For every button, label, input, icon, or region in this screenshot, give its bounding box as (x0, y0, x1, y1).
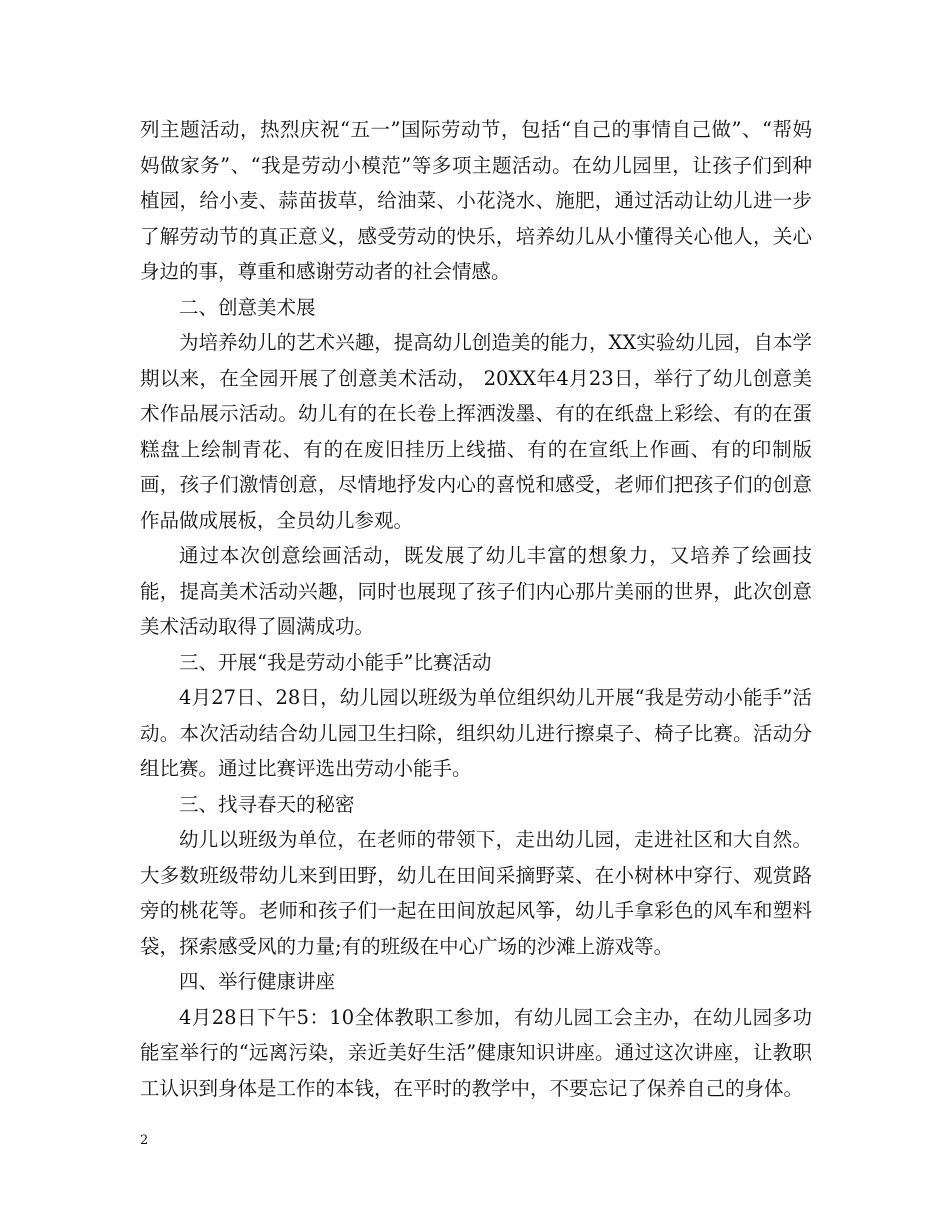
paragraph-art-exhibition: 为培养幼儿的艺术兴趣，提高幼儿创造美的能力，XX实验幼儿园，自本学期以来，在全园开展了创意美术活动， 20XX年4月23日，举行了幼儿创意美术作品展示活动。幼儿有的在长卷上挥洒泼墨、有的在纸盘上彩绘、有的在蛋糕盘上绘制青花、有的在废旧挂历上线描、有的在宣纸上作画、有的印制版画，孩子们激情创意，尽情地抒发内心的喜悦和感受，老师们把孩子们的创意作品做成展板，全员幼儿参观。 (140, 331, 812, 532)
paragraph-health-lecture: 4月28日下午5：10全体教职工参加，有幼儿园工会主办，在幼儿园多功能室举行的“远离污染，亲近美好生活”健康知识讲座。通过这次讲座，让教职工认识到身体是工作的本钱，在平时的教学中，不要忘记了保养自己的身体。 (140, 1005, 812, 1100)
heading-labor-competition: 三、开展“我是劳动小能手”比赛活动 (179, 650, 492, 674)
paragraph-intro-activities: 列主题活动，热烈庆祝“五一”国际劳动节，包括“自己的事情自己做”、“帮妈妈做家务”、“我是劳动小模范”等多项主题活动。在幼儿园里，让孩子们到种植园，给小麦、蒜苗拔草，给油菜、小花浇水、施肥，通过活动让幼儿进一步了解劳动节的真正意义，感受劳动的快乐，培养幼儿从小懂得关心他人，关心身边的事，尊重和感谢劳动者的社会情感。 (140, 118, 812, 283)
page-number: 2 (140, 1133, 149, 1148)
heading-health-lecture: 四、举行健康讲座 (179, 970, 336, 993)
document-body (140, 112, 812, 1106)
paragraph-spring-outing: 幼儿以班级为单位，在老师的带领下，走出幼儿园，走进社区和大自然。大多数班级带幼儿来到田野，幼儿在田间采摘野菜、在小树林中穿行、观赏路旁的桃花等。老师和孩子们一起在田间放起风筝，幼儿手拿彩色的风车和塑料袋，探索感受风的力量;有的班级在中心广场的沙滩上游戏等。 (140, 828, 812, 958)
paragraph-labor-competition: 4月27日、28日，幼儿园以班级为单位组织幼儿开展“我是劳动小能手”活动。本次活动结合幼儿园卫生扫除，组织幼儿进行擦桌子、椅子比赛。活动分组比赛。通过比赛评选出劳动小能手。 (140, 686, 812, 780)
paragraph-art-summary: 通过本次创意绘画活动，既发展了幼儿丰富的想象力，又培养了绘画技能，提高美术活动兴趣，同时也展现了孩子们内心那片美丽的世界，此次创意美术活动取得了圆满成功。 (140, 544, 812, 638)
heading-creative-art-exhibition: 二、创意美术展 (179, 295, 316, 319)
heading-spring-secrets: 三、找寻春天的秘密 (179, 792, 355, 816)
